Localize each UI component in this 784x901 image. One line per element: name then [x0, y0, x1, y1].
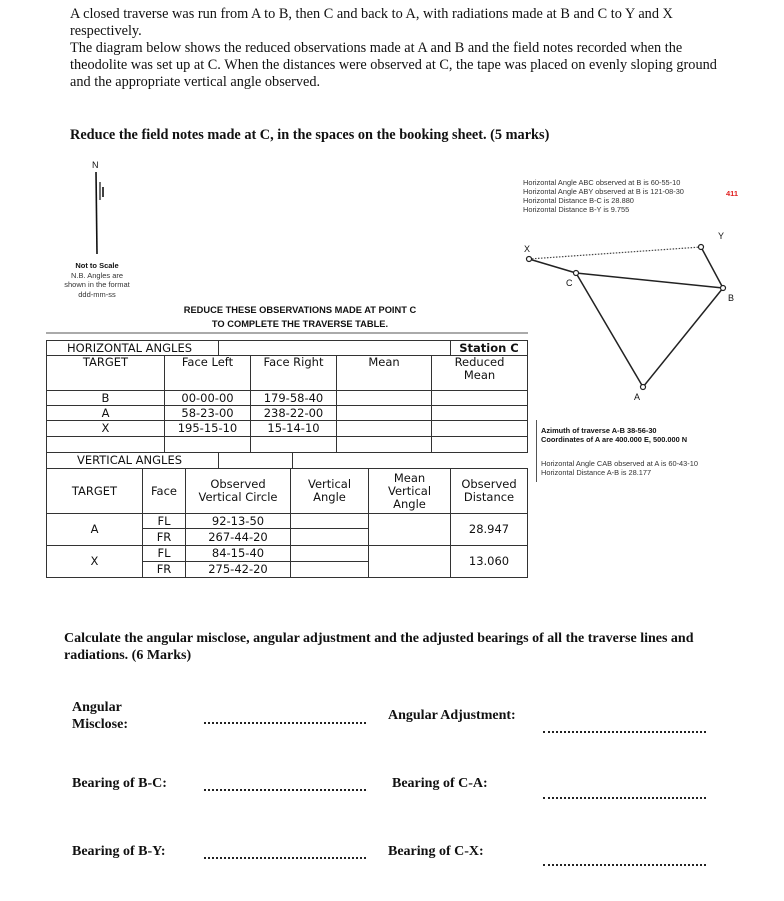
note-line: Horizontal Angle CAB observed at A is 60-43-10: [541, 459, 698, 468]
h-reduced-input[interactable]: [431, 390, 528, 406]
point-b: [721, 286, 726, 291]
note-line: N.B. Angles are: [70, 270, 124, 280]
label-a: A: [634, 392, 641, 402]
bearing-bc-label: Bearing of B-C:: [72, 776, 167, 791]
h-mean-input[interactable]: [336, 420, 432, 437]
azimuth: Azimuth of traverse A-B 38-56-30: [541, 426, 657, 435]
v-face: FL: [142, 513, 186, 529]
header-face-left: Face Left: [164, 355, 251, 391]
v-mean-input[interactable]: [368, 545, 451, 578]
v-mean-input[interactable]: [368, 513, 451, 546]
bearing-by-label: Bearing of B-Y:: [72, 844, 166, 859]
h-reduced-input[interactable]: [431, 405, 528, 421]
note-line: Horizontal Distance B-C is 28.880: [523, 196, 634, 205]
bearing-cx-label: Bearing of C-X:: [388, 844, 484, 859]
coordinates: Coordinates of A are 400.000 E, 500.000 N: [541, 435, 688, 444]
point-x: [527, 257, 532, 262]
h-reduced-input[interactable]: [431, 420, 528, 437]
header-reduced-mean: Reduced Mean: [431, 355, 528, 391]
v-observed-circle: 267-44-20: [185, 528, 291, 546]
not-to-scale: Not to Scale: [75, 261, 119, 270]
point-y: [699, 245, 704, 250]
bearing-bc-answer[interactable]: [204, 789, 366, 791]
line-b-y: [701, 247, 723, 288]
vertical-angles-title: VERTICAL ANGLES: [46, 452, 219, 469]
v-angle-input[interactable]: [290, 545, 369, 562]
note-line: ddd-mm-ss: [78, 289, 116, 299]
north-label: N: [92, 160, 99, 170]
label-y: Y: [718, 231, 725, 241]
h-target: X: [46, 420, 165, 437]
h-face-right: 238-22-00: [250, 405, 337, 421]
label-line: Misclose:: [72, 717, 128, 732]
label-x: X: [524, 244, 531, 254]
station-label: Station C: [450, 340, 528, 356]
intro-paragraph-1: A closed traverse was run from A to B, then C and back to A, with radiations made at B and C to Y and X respectively.: [70, 6, 673, 39]
header-vertical-angle: Vertical Angle: [290, 468, 369, 514]
h-face-left: 58-23-00: [164, 405, 251, 421]
header-target: TARGET: [46, 468, 143, 514]
part2-question: Calculate the angular misclose, angular adjustment and the adjusted bearings of all the traverse lines and radiations. (6 Marks): [64, 631, 694, 663]
v-face: FR: [142, 561, 186, 578]
v-observed-circle: 84-15-40: [185, 545, 291, 562]
note-line: Horizontal Angle ABC observed at B is 60-55-10: [523, 178, 681, 187]
angular-misclose-answer[interactable]: [204, 722, 366, 724]
point-c: [574, 271, 579, 276]
h-face-right: 15-14-10: [250, 420, 337, 437]
v-distance: 13.060: [450, 545, 528, 578]
v-distance: 28.947: [450, 513, 528, 546]
a-station-notes: [541, 459, 698, 477]
note-line: Horizontal Angle ABY observed at B is 121-08-30: [523, 187, 684, 196]
heading-line: REDUCE THESE OBSERVATIONS MADE AT POINT C: [183, 305, 417, 315]
h-mean-input[interactable]: [336, 390, 432, 406]
h-face-right: 179-58-40: [250, 390, 337, 406]
bearing-cx-answer[interactable]: [543, 864, 706, 866]
angular-misclose-label: [72, 699, 128, 733]
h-face-left: 195-15-10: [164, 420, 251, 437]
angular-adjustment-answer[interactable]: [543, 731, 706, 733]
v-target: X: [46, 545, 143, 578]
h-target: B: [46, 390, 165, 406]
label-line: Angular: [72, 700, 122, 715]
label-b: B: [728, 293, 735, 303]
line-c-x: [529, 259, 576, 273]
azimuth-notes: [541, 426, 687, 444]
v-face: FR: [142, 528, 186, 546]
note-line: Horizontal Distance B-Y is 9.755: [523, 205, 630, 214]
h-target: A: [46, 405, 165, 421]
header-observed-distance: Observed Distance: [450, 468, 528, 514]
note-line: Horizontal Distance A-B is 28.177: [541, 468, 652, 477]
line-a-b: [643, 288, 723, 387]
blank-cell: [46, 436, 165, 453]
angular-adjustment-label: Angular Adjustment:: [388, 708, 516, 723]
blank-cell: [218, 340, 451, 356]
task-instruction: Reduce the field notes made at C, in the spaces on the booking sheet. (5 marks): [70, 127, 550, 143]
blank-cell: [218, 452, 293, 469]
blank-cell: [164, 436, 251, 453]
header-mean-vertical-angle: Mean Vertical Angle: [368, 468, 451, 514]
bearing-ca-answer[interactable]: [543, 797, 706, 799]
v-face: FL: [142, 545, 186, 562]
header-observed-vertical-circle: Observed Vertical Circle: [185, 468, 291, 514]
horizontal-angles-title: HORIZONTAL ANGLES: [46, 340, 219, 356]
v-target: A: [46, 513, 143, 546]
header-target: TARGET: [46, 355, 165, 391]
blank-cell: [250, 436, 337, 453]
header-face: Face: [142, 468, 186, 514]
h-mean-input[interactable]: [336, 405, 432, 421]
note-line: shown in the format: [64, 280, 130, 289]
v-angle-input[interactable]: [290, 513, 369, 529]
v-observed-circle: 92-13-50: [185, 513, 291, 529]
heading-line: TO COMPLETE THE TRAVERSE TABLE.: [211, 319, 389, 329]
blank-cell: [431, 436, 528, 453]
bearing-by-answer[interactable]: [204, 857, 366, 859]
header-face-right: Face Right: [250, 355, 337, 391]
line-c-a: [576, 273, 643, 387]
blank-cell: [336, 436, 432, 453]
header-mean: Mean: [336, 355, 432, 391]
page-marker: 411: [726, 189, 739, 198]
v-angle-input[interactable]: [290, 528, 369, 546]
line-c-b: [576, 273, 723, 288]
h-face-left: 00-00-00: [164, 390, 251, 406]
point-a: [641, 385, 646, 390]
bearing-ca-label: Bearing of C-A:: [392, 776, 488, 791]
v-angle-input[interactable]: [290, 561, 369, 578]
intro-paragraph-2: The diagram below shows the reduced observations made at A and B and the field notes recorded when the theodolite was set up at C. When the distances were observed at C, the tape was placed on evenly sloping ground and the appropriate vertical angle observed.: [70, 40, 717, 90]
v-observed-circle: 275-42-20: [185, 561, 291, 578]
radiation-line-x-y: [529, 247, 701, 259]
divider: [536, 420, 537, 482]
label-c: C: [566, 278, 573, 288]
